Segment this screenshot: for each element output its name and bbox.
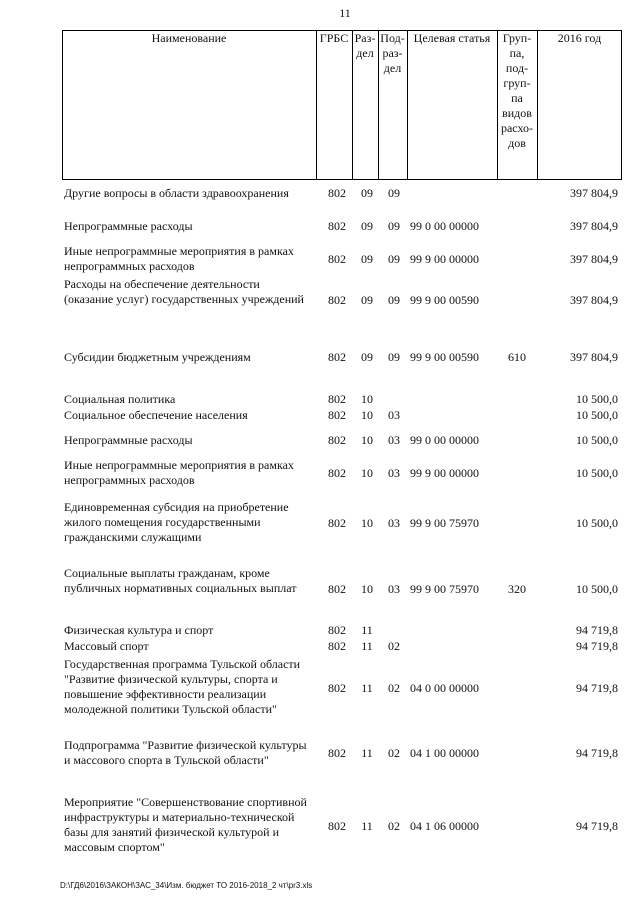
row-grbs: 802 (328, 408, 346, 422)
row-name: Массовый спорт (64, 639, 149, 653)
row-celevaya: 04 1 00 00000 (410, 746, 479, 760)
row-sum: 10 500,0 (576, 466, 618, 480)
row-sum: 94 719,8 (576, 746, 618, 760)
row-podrazdel: 09 (388, 293, 400, 307)
header-podrazdel: Под- раз- дел (380, 31, 405, 75)
row-podrazdel: 02 (388, 746, 400, 760)
row-razdel: 09 (361, 219, 373, 233)
row-celevaya: 99 9 00 00590 (410, 293, 479, 307)
row-grbs: 802 (328, 219, 346, 233)
row-celevaya: 99 9 00 00590 (410, 350, 479, 364)
row-razdel: 11 (361, 681, 373, 695)
row-celevaya: 99 0 00 00000 (410, 433, 479, 447)
row-grbs: 802 (328, 819, 346, 833)
header-divider (316, 30, 317, 180)
header-divider (407, 30, 408, 180)
row-podrazdel: 02 (388, 819, 400, 833)
row-name: Другие вопросы в области здравоохранения (64, 186, 289, 200)
row-sum: 10 500,0 (576, 392, 618, 406)
row-razdel: 09 (361, 293, 373, 307)
row-gruppa: 610 (508, 350, 526, 364)
row-grbs: 802 (328, 466, 346, 480)
row-razdel: 10 (361, 392, 373, 406)
row-grbs: 802 (328, 433, 346, 447)
row-sum: 397 804,9 (570, 186, 618, 200)
row-razdel: 11 (361, 639, 373, 653)
row-razdel: 10 (361, 516, 373, 530)
row-name: Подпрограмма "Развитие физической культуры и массового спорта в Тульской области" (64, 738, 307, 767)
row-podrazdel: 02 (388, 681, 400, 695)
row-name: Физическая культура и спорт (64, 623, 214, 637)
row-sum: 10 500,0 (576, 582, 618, 596)
header-name: Наименование (151, 31, 227, 45)
row-podrazdel: 09 (388, 252, 400, 266)
row-name: Субсидии бюджетным учреждениям (64, 350, 251, 364)
row-podrazdel: 03 (388, 408, 400, 422)
row-podrazdel: 09 (388, 350, 400, 364)
row-razdel: 11 (361, 623, 373, 637)
row-razdel: 10 (361, 408, 373, 422)
row-razdel: 11 (361, 819, 373, 833)
row-grbs: 802 (328, 350, 346, 364)
row-grbs: 802 (328, 392, 346, 406)
row-grbs: 802 (328, 293, 346, 307)
header-gruppa: Груп- па, под- груп- па видов расхо- дов (500, 31, 534, 150)
row-gruppa: 320 (508, 582, 526, 596)
header-grbs: ГРБС (319, 31, 349, 45)
row-podrazdel: 03 (388, 466, 400, 480)
row-grbs: 802 (328, 623, 346, 637)
row-name: Социальная политика (64, 392, 176, 406)
row-sum: 10 500,0 (576, 516, 618, 530)
header-year: 2016 год (557, 31, 602, 45)
row-sum: 397 804,9 (570, 219, 618, 233)
row-sum: 397 804,9 (570, 293, 618, 307)
row-name: Мероприятие "Совершенствование спортивной инфраструктуры и материально-технической базы для занятий физической культурой и массовым спортом" (64, 795, 307, 854)
row-sum: 397 804,9 (570, 252, 618, 266)
row-sum: 94 719,8 (576, 681, 618, 695)
row-name: Единовременная субсидия на приобретение жилого помещения государственными гражданскими служащими (64, 500, 289, 544)
row-podrazdel: 03 (388, 516, 400, 530)
row-grbs: 802 (328, 681, 346, 695)
row-name: Иные непрограммные мероприятия в рамках непрограммных расходов (64, 458, 294, 487)
row-podrazdel: 02 (388, 639, 400, 653)
row-sum: 94 719,8 (576, 623, 618, 637)
row-grbs: 802 (328, 639, 346, 653)
row-name: Иные непрограммные мероприятия в рамках непрограммных расходов (64, 244, 294, 273)
row-razdel: 10 (361, 466, 373, 480)
row-grbs: 802 (328, 516, 346, 530)
row-celevaya: 04 0 00 00000 (410, 681, 479, 695)
page-number: 11 (339, 6, 351, 20)
row-name: Социальные выплаты гражданам, кроме публичных нормативных социальных выплат (64, 566, 297, 595)
row-name: Непрограммные расходы (64, 219, 193, 233)
row-podrazdel: 09 (388, 186, 400, 200)
row-celevaya: 99 9 00 75970 (410, 582, 479, 596)
header-celevaya: Целевая статья (413, 31, 491, 45)
row-grbs: 802 (328, 186, 346, 200)
row-razdel: 09 (361, 350, 373, 364)
row-sum: 94 719,8 (576, 819, 618, 833)
row-razdel: 10 (361, 433, 373, 447)
row-name: Социальное обеспечение населения (64, 408, 248, 422)
row-celevaya: 99 9 00 75970 (410, 516, 479, 530)
row-razdel: 09 (361, 252, 373, 266)
row-razdel: 11 (361, 746, 373, 760)
row-grbs: 802 (328, 746, 346, 760)
row-grbs: 802 (328, 582, 346, 596)
footer-path: D:\ГД6\2016\ЗАКОН\ЗАС_34\Изм. бюджет ТО 2016-2018_2 чт\pr3.xls (60, 881, 313, 890)
row-grbs: 802 (328, 252, 346, 266)
row-podrazdel: 03 (388, 433, 400, 447)
row-podrazdel: 09 (388, 219, 400, 233)
row-celevaya: 99 9 00 00000 (410, 252, 479, 266)
row-celevaya: 99 0 00 00000 (410, 219, 479, 233)
row-name: Непрограммные расходы (64, 433, 193, 447)
row-sum: 10 500,0 (576, 433, 618, 447)
row-podrazdel: 03 (388, 582, 400, 596)
row-razdel: 10 (361, 582, 373, 596)
row-name: Государственная программа Тульской области "Развитие физической культуры, спорта и повышение эффективности реализации молодежной политики Тульской области" (64, 657, 301, 716)
row-celevaya: 04 1 06 00000 (410, 819, 479, 833)
row-sum: 94 719,8 (576, 639, 618, 653)
header-razdel: Раз- дел (354, 31, 376, 60)
row-razdel: 09 (361, 186, 373, 200)
table-header (62, 30, 622, 180)
row-name: Расходы на обеспечение деятельности (оказание услуг) государственных учреждений (64, 277, 304, 306)
row-sum: 397 804,9 (570, 350, 618, 364)
row-celevaya: 99 9 00 00000 (410, 466, 479, 480)
header-divider (537, 30, 538, 180)
row-sum: 10 500,0 (576, 408, 618, 422)
